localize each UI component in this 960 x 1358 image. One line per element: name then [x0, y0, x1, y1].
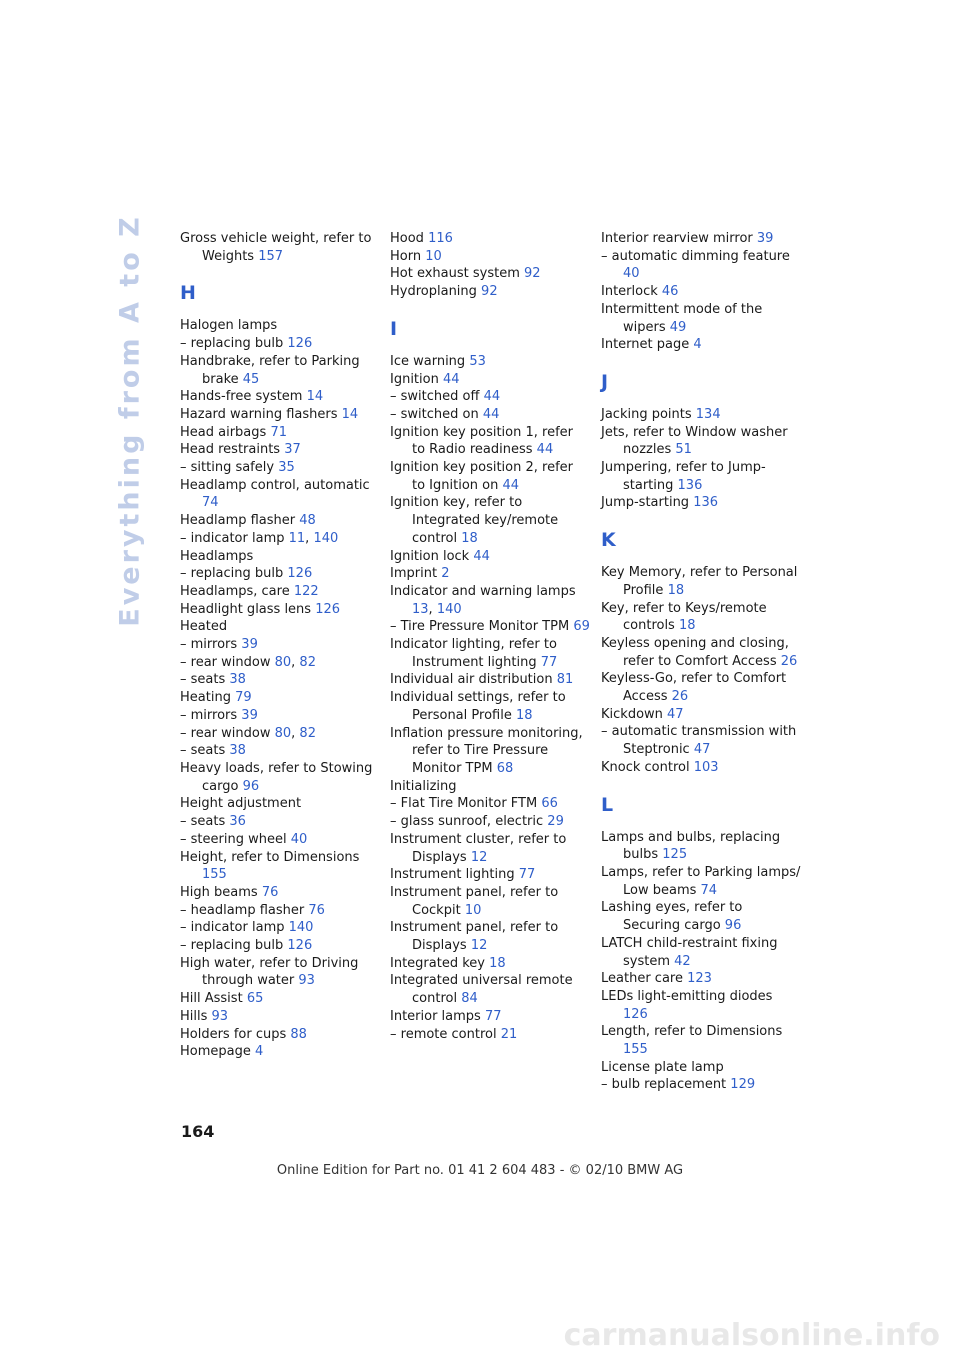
- index-entry: [390, 459, 590, 494]
- index-entry: [390, 1026, 590, 1044]
- index-entry-text: – glass sunroof, electric: [390, 814, 544, 830]
- index-entry: [180, 317, 380, 335]
- index-entry-text: Headlamps, care: [180, 583, 290, 599]
- page-reference-link[interactable]: 76: [308, 902, 325, 918]
- index-entry: [180, 742, 380, 760]
- page-reference-link[interactable]: 51: [675, 442, 692, 458]
- index-entry: [601, 301, 801, 336]
- index-entry-text: Jets, refer to Window washer nozzles: [601, 424, 788, 458]
- index-entry-text: – replacing bulb: [180, 336, 284, 352]
- index-entry-text: – rear window: [180, 725, 271, 741]
- index-entry-text: Hydroplaning: [390, 284, 477, 300]
- index-entry: [390, 371, 590, 389]
- index-entry-text: Interlock: [601, 284, 658, 300]
- page-reference-link[interactable]: 81: [556, 672, 574, 688]
- index-entry: [601, 406, 801, 424]
- index-entry-text: Handbrake, refer to Parking brake: [180, 353, 360, 387]
- index-entry-text: Headlamp control, automatic: [180, 477, 370, 493]
- index-entry-text: – indicator lamp: [180, 530, 285, 546]
- page-reference-link[interactable]: 122: [293, 583, 319, 599]
- page-reference-link[interactable]: 4: [693, 337, 702, 353]
- page-reference-link[interactable]: 77: [540, 654, 558, 670]
- index-entry-text: – headlamp flasher: [180, 902, 305, 918]
- index-entry-text: Hands-free system: [180, 389, 303, 405]
- index-entry: [390, 494, 590, 547]
- index-entry: [180, 601, 380, 619]
- index-entry-text: Integrated universal remote control: [390, 973, 573, 1007]
- index-entry-text: – steering wheel: [180, 831, 287, 847]
- index-entry: [180, 459, 380, 477]
- index-entry: [601, 706, 801, 724]
- index-entry-text: Headlamps: [180, 548, 254, 564]
- index-entry-text: Ignition key position 2, refer to Ignition on: [390, 460, 573, 493]
- index-entry: [180, 441, 380, 459]
- index-entry: [390, 406, 590, 424]
- page-reference-link[interactable]: 80: [274, 725, 292, 741]
- index-entry: [180, 565, 380, 583]
- index-entry: [180, 689, 380, 707]
- page-reference-link[interactable]: 69: [573, 619, 590, 635]
- page-reference-link[interactable]: 76: [261, 884, 279, 900]
- index-entry-text: Hill Assist: [180, 991, 243, 1007]
- index-entry-text: Halogen lamps: [180, 318, 278, 334]
- index-entry-text: High beams: [180, 884, 258, 900]
- index-entry: [180, 919, 380, 937]
- index-entry-text: – indicator lamp: [180, 920, 285, 936]
- index-entry: [390, 795, 590, 813]
- index-entry: [180, 477, 380, 512]
- index-entry: [390, 565, 590, 583]
- index-entry-text: Headlight glass lens: [180, 601, 312, 617]
- page-reference-link[interactable]: 129: [730, 1077, 756, 1093]
- index-entry-text: Ice warning: [390, 353, 466, 369]
- page-reference-link[interactable]: 38: [229, 672, 246, 688]
- index-entry-text: Hazard warning flashers: [180, 406, 338, 422]
- index-entry-text: Homepage: [180, 1044, 251, 1060]
- page-reference-link[interactable]: 49: [669, 319, 687, 335]
- page-reference-link[interactable]: 44: [502, 477, 520, 493]
- page-reference-link[interactable]: 21: [500, 1026, 518, 1042]
- page-reference-link[interactable]: 92: [481, 284, 498, 300]
- page-reference-link[interactable]: 10: [464, 902, 482, 918]
- page-reference-link[interactable]: 42: [674, 953, 691, 969]
- index-entry-text: Key, refer to Keys/remote controls: [601, 600, 767, 634]
- page-reference-link[interactable]: 96: [242, 778, 260, 794]
- index-entry-text: Interior rearview mirror: [601, 231, 753, 246]
- index-entry: [180, 512, 380, 530]
- index-column-2: [390, 230, 590, 1043]
- page-reference-link[interactable]: 29: [547, 814, 564, 830]
- page-reference-link[interactable]: 14: [306, 389, 324, 405]
- index-entry-text: Heating: [180, 690, 231, 706]
- page-reference-link[interactable]: 37: [284, 442, 301, 458]
- page-reference-link[interactable]: 116: [428, 231, 453, 246]
- page-reference-link[interactable]: 39: [241, 637, 258, 653]
- index-entry-text: Ignition key, refer to Integrated key/remote control: [390, 495, 559, 546]
- index-entry: [180, 353, 380, 388]
- index-entry: [601, 988, 801, 1023]
- page-reference-link[interactable]: 93: [298, 973, 315, 989]
- index-entry: [601, 670, 801, 705]
- index-entry: [180, 548, 380, 566]
- index-entry-text: Jacking points: [601, 406, 692, 422]
- index-entry: [601, 459, 801, 494]
- page-reference-link[interactable]: 44: [482, 406, 500, 422]
- index-entry-text: Hood: [390, 231, 424, 246]
- index-entry-text: – rear window: [180, 654, 271, 670]
- index-entry-text: Instrument cluster, refer to Displays: [390, 831, 567, 865]
- index-entry-text: Jump-starting: [601, 495, 690, 511]
- index-entry-text: Heavy loads, refer to Stowing cargo: [180, 760, 373, 794]
- index-entry-text: Knock control: [601, 759, 690, 775]
- page-reference-link[interactable]: 12: [470, 849, 488, 865]
- index-entry-text: LATCH child-restraint fixing system: [601, 935, 778, 969]
- index-entry-text: – automatic transmission with Steptronic: [601, 724, 797, 758]
- page-reference-link[interactable]: 68: [496, 760, 514, 776]
- index-entry-text: – mirrors: [180, 707, 238, 723]
- index-entry-text: Integrated key: [390, 955, 485, 971]
- index-entry: [390, 884, 590, 919]
- index-entry: [390, 248, 590, 266]
- index-entry-text: LEDs light-emitting diodes: [601, 988, 773, 1004]
- section-letter-heading: L: [601, 793, 614, 816]
- index-entry: [390, 283, 590, 301]
- index-entry-text: – Tire Pressure Monitor TPM: [390, 619, 570, 635]
- index-entry: [390, 636, 590, 671]
- index-entry-text: Instrument panel, refer to Displays: [390, 920, 559, 954]
- index-entry-text: Jumpering, refer to Jump-starting: [601, 460, 766, 493]
- page-reference-link[interactable]: 10: [425, 248, 442, 264]
- index-entry: – rear window 80, 82: [180, 725, 316, 741]
- index-entry: [390, 955, 590, 973]
- index-entry: [601, 336, 801, 354]
- page-reference-link[interactable]: 46: [661, 284, 679, 300]
- index-entry-text: – seats: [180, 743, 226, 759]
- index-entry-text: Ignition lock: [390, 548, 470, 564]
- index-entry: [390, 353, 590, 371]
- page-reference-link[interactable]: 80: [274, 654, 292, 670]
- index-entry: [180, 388, 380, 406]
- page-reference-link[interactable]: 4: [255, 1044, 264, 1060]
- page-reference-link[interactable]: 44: [483, 389, 501, 405]
- page-reference-link[interactable]: 11: [288, 530, 306, 546]
- watermark: carmanualsonline.info: [563, 1318, 940, 1353]
- index-entry: [390, 778, 590, 796]
- page-reference-link[interactable]: 18: [461, 530, 478, 546]
- page-reference-link[interactable]: 155: [202, 867, 227, 883]
- page-reference-link[interactable]: 93: [211, 1008, 229, 1024]
- page-reference-link[interactable]: 71: [270, 424, 287, 440]
- page-reference-link[interactable]: 88: [290, 1026, 307, 1042]
- index-entry: [390, 265, 590, 283]
- page-reference-link[interactable]: 136: [677, 477, 703, 493]
- index-entry-text: – seats: [180, 672, 226, 688]
- index-entry-text: High water, refer to Driving through water: [180, 955, 359, 989]
- chapter-side-title: [105, 213, 155, 627]
- index-entry-text: Lamps and bulbs, replacing bulbs: [601, 829, 781, 863]
- index-entry: [601, 864, 801, 899]
- index-entry: [180, 335, 380, 353]
- page-reference-link[interactable]: 140: [436, 601, 462, 617]
- index-entry: [390, 548, 590, 566]
- chapter-title-text: Everything from A to Z: [114, 213, 146, 627]
- page-reference-link[interactable]: 38: [229, 743, 246, 759]
- index-entry: [601, 1023, 801, 1058]
- page-reference-link[interactable]: 12: [470, 938, 488, 954]
- footer-edition-note: Online Edition for Part no. 01 41 2 604 483 - © 02/10 BMW AG: [276, 1163, 684, 1178]
- index-entry: [601, 935, 801, 970]
- page-reference-link[interactable]: 47: [693, 742, 711, 758]
- index-entry: [390, 972, 590, 1007]
- index-entry-text: – bulb replacement: [601, 1077, 727, 1093]
- index-entry: [180, 406, 380, 424]
- index-entry: [601, 494, 801, 512]
- page-reference-link[interactable]: 96: [724, 918, 742, 934]
- section-letter-heading: J: [601, 370, 609, 393]
- index-entry-text: – Flat Tire Monitor FTM: [390, 796, 538, 812]
- index-entry-text: Imprint: [390, 566, 438, 582]
- index-entry: [601, 759, 801, 777]
- index-entry-text: Head restraints: [180, 442, 281, 458]
- index-entry-text: – switched off: [390, 389, 480, 405]
- page-reference-link[interactable]: 65: [246, 991, 264, 1007]
- page-reference-link[interactable]: 40: [290, 831, 308, 847]
- index-entry: [601, 723, 801, 758]
- index-entry-text: Holders for cups: [180, 1026, 287, 1042]
- index-entry-text: – sitting safely: [180, 460, 275, 476]
- page-reference-link[interactable]: 126: [287, 336, 313, 352]
- index-entry-text: Lashing eyes, refer to Securing cargo: [601, 900, 743, 934]
- index-entry: [390, 671, 590, 689]
- index-entry: [390, 725, 590, 778]
- index-entry: [180, 230, 380, 265]
- index-entry: [601, 970, 801, 988]
- index-entry: [180, 1026, 380, 1044]
- page-reference-link[interactable]: 74: [202, 495, 219, 511]
- page-reference-link[interactable]: 140: [313, 530, 339, 546]
- page-reference-link[interactable]: 26: [780, 653, 798, 669]
- index-entry: [180, 1008, 380, 1026]
- page-reference-link[interactable]: 18: [667, 582, 685, 598]
- index-entry-text: Height adjustment: [180, 796, 302, 812]
- page-reference-link[interactable]: 74: [700, 882, 718, 898]
- index-entry-text: – seats: [180, 814, 226, 830]
- index-entry: [390, 919, 590, 954]
- index-entry-text: – replacing bulb: [180, 566, 284, 582]
- index-entry-text: Initializing: [390, 778, 457, 794]
- page-reference-link[interactable]: 84: [461, 991, 478, 1007]
- index-entry-text: Indicator and warning lamps: [390, 583, 576, 599]
- index-entry: [180, 636, 380, 654]
- page-reference-link[interactable]: 126: [315, 601, 341, 617]
- index-entry-text: Key Memory, refer to Personal Profile: [601, 565, 798, 598]
- index-entry-text: Keyless-Go, refer to Comfort Access: [601, 671, 787, 705]
- index-entry: [180, 795, 380, 813]
- page-reference-link[interactable]: 39: [241, 707, 258, 723]
- index-entry-text: Hot exhaust system: [390, 266, 520, 282]
- page-reference-link[interactable]: 53: [469, 353, 486, 369]
- page-reference-link[interactable]: 44: [442, 371, 460, 387]
- index-entry-text: Internet page: [601, 337, 690, 353]
- section-letter-heading: H: [180, 282, 196, 305]
- page-reference-link[interactable]: 155: [623, 1042, 648, 1058]
- index-entry: [180, 884, 380, 902]
- index-entry: [601, 424, 801, 459]
- page-reference-link[interactable]: 39: [756, 231, 774, 246]
- index-entry-text: Inflation pressure monitoring, refer to Tire Pressure Monitor TPM: [390, 725, 583, 776]
- page-reference-link[interactable]: 77: [484, 1008, 502, 1024]
- page-reference-link[interactable]: 26: [671, 689, 689, 705]
- page-reference-link[interactable]: 66: [541, 796, 558, 812]
- index-entry-text: Length, refer to Dimensions: [601, 1024, 783, 1040]
- index-entry: [601, 1076, 801, 1094]
- index-entry-text: License plate lamp: [601, 1059, 724, 1075]
- index-entry: [601, 283, 801, 301]
- index-entry-text: Gross vehicle weight, refer to Weights: [180, 231, 372, 264]
- index-entry: [180, 760, 380, 795]
- page-reference-link[interactable]: 45: [242, 371, 260, 387]
- index-entry-text: Instrument panel, refer to Cockpit: [390, 884, 559, 918]
- index-entry: [390, 831, 590, 866]
- index-entry: [180, 937, 380, 955]
- index-entry-text: – switched on: [390, 406, 479, 422]
- index-entry-text: Leather care: [601, 971, 683, 987]
- index-entry-text: – remote control: [390, 1026, 497, 1042]
- page-reference-link[interactable]: 79: [235, 690, 252, 706]
- index-entry-text: Individual settings, refer to Personal Profile: [390, 690, 566, 723]
- page-reference-link[interactable]: 36: [229, 814, 246, 830]
- index-entry: [390, 813, 590, 831]
- page-reference-link[interactable]: 18: [515, 707, 533, 723]
- page-reference-link[interactable]: 44: [536, 442, 554, 458]
- index-entry: [601, 600, 801, 635]
- index-entry: [180, 707, 380, 725]
- index-entry-text: Ignition: [390, 371, 439, 387]
- index-entry: [601, 564, 801, 599]
- index-entry-text: – replacing bulb: [180, 938, 284, 954]
- page-reference-link[interactable]: 2: [441, 566, 450, 582]
- index-entry: [390, 866, 590, 884]
- index-entry-text: Horn: [390, 248, 422, 264]
- index-entry-text: Instrument lighting: [390, 867, 515, 883]
- index-entry: [180, 424, 380, 442]
- page-reference-link[interactable]: 103: [693, 759, 719, 775]
- index-entry-text: Heated: [180, 619, 228, 635]
- index-entry: [180, 583, 380, 601]
- index-entry: [180, 671, 380, 689]
- page-reference-link[interactable]: 82: [299, 654, 316, 670]
- index-entry-text: Hills: [180, 1008, 208, 1024]
- section-letter-heading: K: [601, 529, 616, 552]
- index-entry: – indicator lamp 11, 140: [180, 530, 339, 546]
- page-reference-link[interactable]: 136: [693, 495, 719, 511]
- page-reference-link[interactable]: 126: [287, 566, 313, 582]
- index-entry: [390, 230, 590, 248]
- index-entry: [390, 1008, 590, 1026]
- index-entry-text: Interior lamps: [390, 1008, 481, 1024]
- page-reference-link[interactable]: 40: [623, 266, 640, 282]
- page-reference-link[interactable]: 18: [678, 618, 696, 634]
- index-entry: [180, 813, 380, 831]
- page-reference-link[interactable]: 44: [473, 548, 490, 564]
- index-entry-text: Individual air distribution: [390, 672, 553, 688]
- index-entry-text: Headlamp flasher: [180, 513, 296, 529]
- page-reference-link[interactable]: 157: [258, 248, 284, 264]
- index-entry: [601, 230, 801, 248]
- page-number: 164: [181, 1122, 215, 1141]
- index-entry: Indicator and warning lamps 13, 140: [390, 583, 576, 617]
- index-entry: [180, 618, 380, 636]
- index-column-3: [601, 230, 801, 1094]
- page-reference-link[interactable]: 47: [667, 706, 684, 722]
- page-reference-link[interactable]: 18: [489, 955, 506, 971]
- index-entry: [601, 1059, 801, 1077]
- index-entry: [601, 899, 801, 934]
- page-reference-link[interactable]: 92: [524, 266, 541, 282]
- index-entry-text: Intermittent mode of the wipers: [601, 301, 763, 335]
- index-entry-text: Lamps, refer to Parking lamps/ Low beams: [601, 864, 801, 898]
- page-reference-link[interactable]: 126: [287, 938, 313, 954]
- index-entry-text: Ignition key position 1, refer to Radio readiness: [390, 424, 573, 458]
- index-entry: [180, 1043, 380, 1061]
- page-reference-link[interactable]: 35: [278, 460, 295, 476]
- page-reference-link[interactable]: 13: [412, 601, 429, 617]
- index-entry: [180, 849, 380, 884]
- index-entry: [180, 902, 380, 920]
- index-entry-text: Keyless opening and closing, refer to Comfort Access: [601, 635, 789, 669]
- section-letter-heading: I: [390, 317, 398, 340]
- index-entry: [601, 635, 801, 670]
- index-entry-text: – automatic dimming feature: [601, 248, 790, 264]
- page-reference-link[interactable]: 134: [695, 406, 721, 422]
- page-reference-link[interactable]: 140: [288, 920, 314, 936]
- index-entry: – rear window 80, 82: [180, 654, 316, 670]
- index-entry: [180, 831, 380, 849]
- page-reference-link[interactable]: 82: [299, 725, 316, 741]
- index-entry: [180, 955, 380, 990]
- index-entry-text: Height, refer to Dimensions: [180, 849, 360, 865]
- index-entry-text: Indicator lighting, refer to Instrument lighting: [390, 637, 557, 670]
- index-entry: [390, 424, 590, 459]
- page-reference-link[interactable]: 123: [687, 971, 712, 987]
- index-entry-text: – mirrors: [180, 637, 238, 653]
- index-entry-text: Kickdown: [601, 706, 663, 722]
- page-reference-link[interactable]: 14: [341, 406, 359, 422]
- index-entry-text: Head airbags: [180, 424, 267, 440]
- index-entry: [390, 689, 590, 724]
- index-column-1: [180, 230, 380, 1061]
- index-entry: [390, 388, 590, 406]
- page-reference-link[interactable]: 125: [662, 847, 688, 863]
- index-entry: [601, 829, 801, 864]
- index-entry: [601, 248, 801, 283]
- page-reference-link[interactable]: 48: [299, 513, 316, 529]
- page-reference-link[interactable]: 77: [518, 867, 536, 883]
- index-entry: [390, 618, 590, 636]
- page-reference-link[interactable]: 126: [623, 1006, 648, 1022]
- index-entry: [180, 990, 380, 1008]
